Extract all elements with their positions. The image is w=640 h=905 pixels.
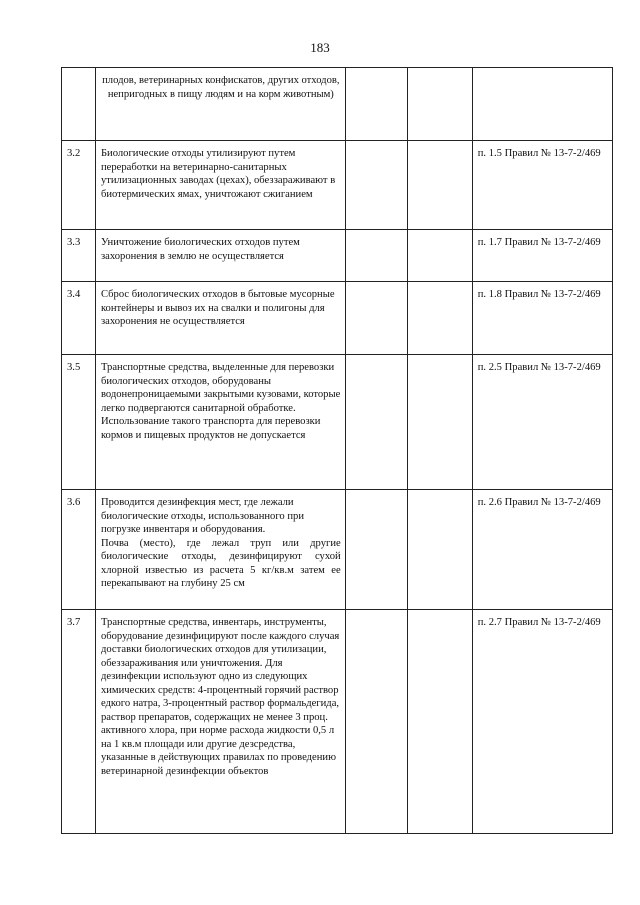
- row-number: 3.5: [62, 355, 96, 490]
- requirement-text: [95, 610, 345, 834]
- table-row: [62, 68, 613, 141]
- empty-cell: [345, 68, 407, 141]
- legal-reference: п. 1.7 Правил № 13-7-2/469: [472, 230, 612, 282]
- row-number: 3.3: [62, 230, 96, 282]
- requirement-paragraph: Уничтожение биологических отходов путем захоронения в землю не осуществляется: [100, 237, 300, 262]
- empty-cell: [408, 490, 473, 610]
- requirement-paragraph: Почва (место), где лежал труп или другие биологические отходы, дезинфицируют сухой хлорной известью из расчета 5 кг/кв.м затем ее перекапывают на глубину 25 см: [100, 537, 341, 589]
- empty-cell: [345, 141, 407, 230]
- requirement-paragraph: Проводится дезинфекция мест, где лежали биологические отходы, использованного при погрузке инвентаря и оборудования.: [100, 497, 305, 535]
- row-number: 3.4: [62, 282, 96, 355]
- requirement-paragraph: Транспортные средства, инвентарь, инструменты, оборудование дезинфицируют после каждого случая доставки биологических отходов для утилизации, обеззараживания или уничтожения. Для дезинфекции используют одно из следующих химических средств: 4-процентный горячий раствор едкого натра, 3-процентный раствор формальдегида, раствор препаратов, содержащих не менее 3 проц. активного хлора, при норме расхода жидкости 0,5 л на 1 кв.м площади или другие дезсредства, указанные в действующих правилах по проведению ветеринарной дезинфекции объектов: [100, 617, 340, 777]
- requirement-text: [95, 141, 345, 230]
- empty-cell: [408, 610, 473, 834]
- table-row: [62, 141, 613, 230]
- empty-cell: [408, 141, 473, 230]
- legal-reference: п. 2.5 Правил № 13-7-2/469: [472, 355, 612, 490]
- legal-reference: [472, 68, 612, 141]
- requirement-text: [95, 230, 345, 282]
- requirement-paragraph: Сброс биологических отходов в бытовые мусорные контейнеры и вывоз их на свалки и полигоны для захоронения не осуществляется: [100, 289, 335, 327]
- empty-cell: [408, 68, 473, 141]
- requirement-text: [95, 355, 345, 490]
- legal-reference: п. 1.8 Правил № 13-7-2/469: [472, 282, 612, 355]
- table-row: [62, 355, 613, 490]
- requirement-paragraph: плодов, ветеринарных конфискатов, других отходов, непригодных в пищу людям и на корм животным): [102, 75, 340, 100]
- requirements-table: [61, 67, 613, 834]
- table-row: [62, 610, 613, 834]
- row-number: 3.7: [62, 610, 96, 834]
- requirement-paragraph: Транспортные средства, выделенные для перевозки биологических отходов, оборудованы водонепроницаемыми закрытыми кузовами, которые легко подвергаются санитарной обработке. Использование такого транспорта для перевозки кормов и пищевых продуктов не допускается: [100, 362, 341, 441]
- empty-cell: [408, 230, 473, 282]
- legal-reference: п. 1.5 Правил № 13-7-2/469: [472, 141, 612, 230]
- requirement-paragraph: Биологические отходы утилизируют путем переработки на ветеринарно-санитарных утилизационных заводах (цехах), обеззараживают в биотермических ямах, уничтожают сжиганием: [100, 148, 336, 200]
- page-number: 183: [310, 40, 330, 55]
- empty-cell: [345, 230, 407, 282]
- legal-reference: п. 2.7 Правил № 13-7-2/469: [472, 610, 612, 834]
- row-number: [62, 68, 96, 141]
- empty-cell: [345, 490, 407, 610]
- requirement-text: [95, 282, 345, 355]
- row-number: 3.2: [62, 141, 96, 230]
- table-row: [62, 230, 613, 282]
- table-row: [62, 282, 613, 355]
- table-row: [62, 490, 613, 610]
- legal-reference: п. 2.6 Правил № 13-7-2/469: [472, 490, 612, 610]
- empty-cell: [345, 282, 407, 355]
- empty-cell: [345, 355, 407, 490]
- empty-cell: [408, 355, 473, 490]
- row-number: 3.6: [62, 490, 96, 610]
- empty-cell: [408, 282, 473, 355]
- requirement-text: [95, 490, 345, 610]
- empty-cell: [345, 610, 407, 834]
- requirement-text: [95, 68, 345, 141]
